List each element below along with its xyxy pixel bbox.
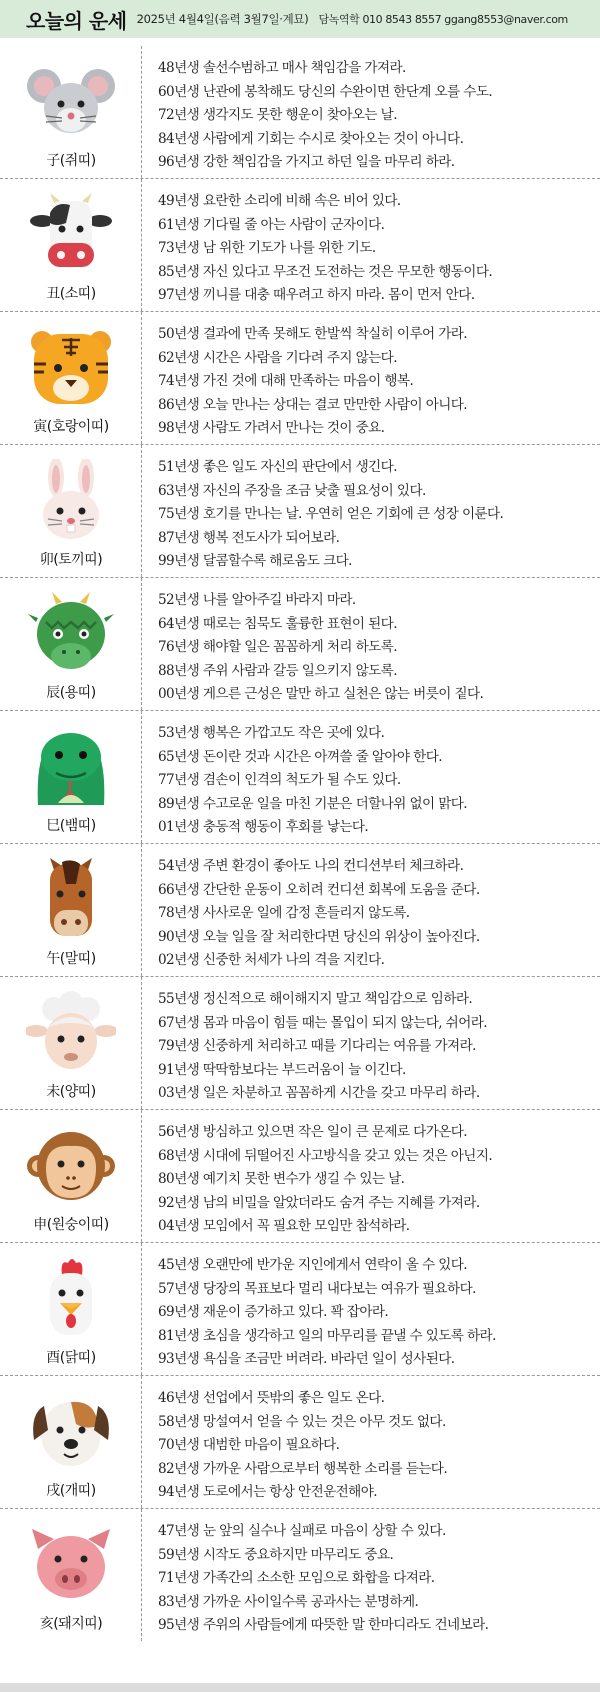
fortune-line: 90년생 오늘 일을 잘 처리한다면 당신의 위상이 높아진다. — [158, 928, 480, 945]
zodiac-row-snake — [0, 711, 600, 844]
fortune-line: 76년생 해야할 일은 꼼꼼하게 처리 하도록. — [158, 639, 397, 655]
header-bar — [0, 0, 600, 38]
fortune-lines — [158, 1254, 596, 1372]
fortune-line: 03년생 일은 차분하고 꼼꼼하게 시간을 갖고 마무리 하라. — [158, 1085, 480, 1101]
fortune-line: 86년생 오늘 만나는 상대는 결코 만만한 사람이 아니다. — [158, 396, 468, 413]
fortune-line: 85년생 자신 있다고 무조건 도전하는 것은 무모한 행동이다. — [158, 263, 493, 280]
fortune-lines — [158, 988, 596, 1106]
fortune-line: 98년생 사람도 가려서 만나는 것이 중요. — [158, 420, 385, 436]
fortune-line: 97년생 끼니를 대충 때우려고 하지 마라. 몸이 먼저 안다. — [158, 287, 475, 303]
zodiac-name: 午(말띠) — [46, 951, 96, 967]
zodiac-name: 子(쥐띠) — [46, 153, 96, 169]
cow-icon — [26, 193, 116, 275]
fortune-lines — [158, 855, 596, 973]
zodiac-row-horse — [0, 844, 600, 977]
fortune-line: 57년생 당장의 목표보다 멀리 내다보는 여유가 필요하다. — [158, 1280, 476, 1297]
animal-cell — [0, 1509, 142, 1641]
fortune-line: 84년생 사람에게 기회는 수시로 찾아오는 것이 아니다. — [158, 130, 464, 147]
footer-bar — [0, 1683, 600, 1692]
fortune-line: 93년생 욕심을 조금만 버려라. 바라던 일이 성사된다. — [158, 1351, 455, 1367]
zodiac-name: 寅(호랑이띠) — [33, 419, 109, 435]
page-title: 오늘의 운세 — [26, 8, 127, 33]
fortune-line: 63년생 자신의 주장을 조금 낮출 필요성이 있다. — [158, 482, 426, 499]
fortune-lines — [158, 456, 596, 574]
fortune-line: 50년생 결과에 만족 못해도 한발씩 착실히 이루어 가라. — [158, 326, 468, 342]
fortune-line: 74년생 가진 것에 대해 만족하는 마음이 행복. — [158, 373, 414, 389]
zodiac-name: 戌(개띠) — [46, 1483, 96, 1499]
fortune-line: 72년생 생각지도 못한 행운이 찾아오는 날. — [158, 107, 397, 123]
fortune-line: 69년생 재운이 증가하고 있다. 꽉 잡아라. — [158, 1304, 389, 1320]
fortune-line: 94년생 도로에서는 항상 안전운전해야. — [158, 1484, 377, 1500]
fortune-line: 62년생 시간은 사람을 기다려 주지 않는다. — [158, 349, 397, 366]
horse-icon — [26, 858, 116, 940]
rabbit-icon — [26, 459, 116, 541]
animal-cell — [0, 312, 142, 444]
fortune-line: 99년생 달콤할수록 해로움도 크다. — [158, 553, 352, 569]
fortune-lines — [158, 57, 596, 175]
fortune-line: 04년생 모임에서 꼭 필요한 모임만 참석하라. — [158, 1218, 410, 1234]
fortune-line: 83년생 가까운 사이일수록 공과사는 분명하게. — [158, 1593, 419, 1610]
fortune-line: 49년생 요란한 소리에 비해 속은 비어 있다. — [158, 193, 401, 209]
fortune-line: 70년생 대범한 마음이 필요하다. — [158, 1437, 340, 1453]
zodiac-row-rat — [0, 46, 600, 179]
fortune-line: 55년생 정신적으로 해이해지지 말고 책임감으로 임하라. — [158, 991, 473, 1007]
fortune-line: 46년생 선업에서 뜻밖의 좋은 일도 온다. — [158, 1390, 385, 1406]
fortune-line: 66년생 간단한 운동이 오히려 컨디션 회복에 도움을 준다. — [158, 881, 480, 898]
date-text: 2025년 4월4일(음력 3월7일·계묘) — [136, 12, 309, 26]
fortune-line: 82년생 가까운 사람으로부터 행복한 소리를 듣는다. — [158, 1460, 448, 1477]
fortune-line: 56년생 방심하고 있으면 작은 일이 큰 문제로 다가온다. — [158, 1124, 468, 1140]
fortune-lines — [158, 323, 596, 441]
zodiac-row-rabbit — [0, 445, 600, 578]
snake-icon — [26, 725, 116, 807]
fortune-line: 54년생 주변 환경이 좋아도 나의 컨디션부터 체크하라. — [158, 858, 464, 874]
animal-cell — [0, 844, 142, 976]
fortune-lines — [158, 1121, 596, 1239]
zodiac-name: 丑(소띠) — [46, 286, 96, 302]
rooster-icon — [26, 1257, 116, 1339]
animal-cell — [0, 1243, 142, 1375]
fortune-line: 65년생 돈이란 것과 시간은 아껴쓸 줄 알아야 한다. — [158, 748, 442, 765]
fortune-line: 52년생 나를 알아주길 바라지 마라. — [158, 592, 356, 608]
zodiac-name: 辰(용띠) — [46, 685, 96, 701]
zodiac-row-pig — [0, 1509, 600, 1642]
animal-cell — [0, 711, 142, 843]
animal-cell — [0, 1376, 142, 1508]
zodiac-name: 未(양띠) — [46, 1084, 96, 1100]
fortune-line: 00년생 게으른 근성은 말만 하고 실천은 않는 버릇이 짙다. — [158, 686, 484, 702]
fortune-line: 88년생 주위 사람과 갈등 일으키지 않도록. — [158, 662, 397, 679]
animal-cell — [0, 578, 142, 710]
zodiac-row-tiger — [0, 312, 600, 445]
fortune-line: 92년생 남의 비밀을 알았더라도 숨겨 주는 지혜를 가져라. — [158, 1194, 480, 1211]
fortune-line: 68년생 시대에 뒤떨어진 사고방식을 갖고 있는 것은 아닌지. — [158, 1147, 493, 1164]
fortune-line: 95년생 주위의 사람들에게 따뜻한 말 한마디라도 건네보라. — [158, 1617, 489, 1633]
dragon-icon — [26, 592, 116, 674]
fortune-line: 87년생 행복 전도사가 되어보라. — [158, 529, 340, 546]
fortune-line: 77년생 겸손이 인격의 척도가 될 수도 있다. — [158, 772, 401, 788]
fortune-line: 64년생 때로는 침묵도 훌륭한 표현이 된다. — [158, 615, 397, 632]
zodiac-row-sheep — [0, 977, 600, 1110]
fortune-line: 48년생 솔선수범하고 매사 책임감을 가져라. — [158, 60, 406, 76]
fortune-line: 61년생 기다릴 줄 아는 사람이 군자이다. — [158, 216, 385, 233]
zodiac-row-monkey — [0, 1110, 600, 1243]
fortune-line: 53년생 행복은 가깝고도 작은 곳에 있다. — [158, 725, 385, 741]
animal-cell — [0, 445, 142, 577]
zodiac-row-rooster — [0, 1243, 600, 1376]
fortune-line: 45년생 오랜만에 반가운 지인에게서 연락이 올 수 있다. — [158, 1257, 468, 1273]
tiger-icon — [26, 326, 116, 408]
zodiac-name: 卯(토끼띠) — [39, 552, 103, 568]
fortune-line: 02년생 신중한 처세가 나의 격을 지킨다. — [158, 952, 385, 968]
fortune-line: 47년생 눈 앞의 실수나 실패로 마음이 상할 수 있다. — [158, 1523, 446, 1539]
contact-text: 담녹역학 010 8543 8557 ggang8553@naver.com — [318, 13, 568, 26]
fortune-line: 67년생 몸과 마음이 힘들 때는 몰입이 되지 않는다, 쉬어라. — [158, 1014, 488, 1031]
fortune-line: 78년생 사사로운 일에 감정 흔들리지 않도록. — [158, 905, 410, 921]
pig-icon — [26, 1523, 116, 1605]
sheep-icon — [26, 991, 116, 1073]
fortune-line: 96년생 강한 책임감을 가지고 하던 일을 마무리 하라. — [158, 154, 455, 170]
fortune-line: 81년생 초심을 생각하고 일의 마무리를 끝낼 수 있도록 하라. — [158, 1327, 496, 1344]
zodiac-row-cow — [0, 179, 600, 312]
fortune-line: 75년생 호기를 만나는 날. 우연히 얻은 기회에 큰 성장 이룬다. — [158, 506, 504, 522]
zodiac-row-dog — [0, 1376, 600, 1509]
fortune-line: 89년생 수고로운 일을 마친 기분은 더할나위 없이 맑다. — [158, 795, 468, 812]
zodiac-name: 亥(돼지띠) — [39, 1616, 103, 1632]
fortune-line: 59년생 시작도 중요하지만 마무리도 중요. — [158, 1546, 394, 1563]
fortune-lines — [158, 1387, 596, 1505]
monkey-icon — [26, 1124, 116, 1206]
zodiac-name: 酉(닭띠) — [46, 1350, 96, 1366]
zodiac-list — [0, 46, 600, 1642]
rat-icon — [26, 60, 116, 142]
animal-cell — [0, 1110, 142, 1242]
fortune-lines — [158, 722, 596, 840]
zodiac-name: 巳(뱀띠) — [46, 818, 96, 834]
fortune-line: 80년생 예기치 못한 변수가 생길 수 있는 날. — [158, 1171, 405, 1187]
zodiac-name: 申(원숭이띠) — [33, 1217, 109, 1233]
animal-cell — [0, 977, 142, 1109]
fortune-lines — [158, 589, 596, 707]
dog-icon — [26, 1390, 116, 1472]
fortune-line: 60년생 난관에 봉착해도 당신의 수완이면 한단계 오를 수도. — [158, 83, 493, 100]
zodiac-row-dragon — [0, 578, 600, 711]
fortune-line: 58년생 망설여서 얻을 수 있는 것은 아무 것도 없다. — [158, 1413, 446, 1430]
fortune-line: 73년생 남 위한 기도가 나를 위한 기도. — [158, 240, 376, 256]
fortune-lines — [158, 1520, 596, 1638]
fortune-line: 71년생 가족간의 소소한 모임으로 화합을 다져라. — [158, 1570, 435, 1586]
fortune-line: 51년생 좋은 일도 자신의 판단에서 생긴다. — [158, 459, 397, 475]
fortune-lines — [158, 190, 596, 308]
fortune-line: 79년생 신중하게 처리하고 때를 기다리는 여유를 가져라. — [158, 1038, 476, 1054]
animal-cell — [0, 179, 142, 311]
animal-cell — [0, 46, 142, 178]
fortune-line: 01년생 충동적 행동이 후회를 낳는다. — [158, 819, 369, 835]
fortune-line: 91년생 딱딱함보다는 부드러움이 늘 이긴다. — [158, 1061, 406, 1078]
